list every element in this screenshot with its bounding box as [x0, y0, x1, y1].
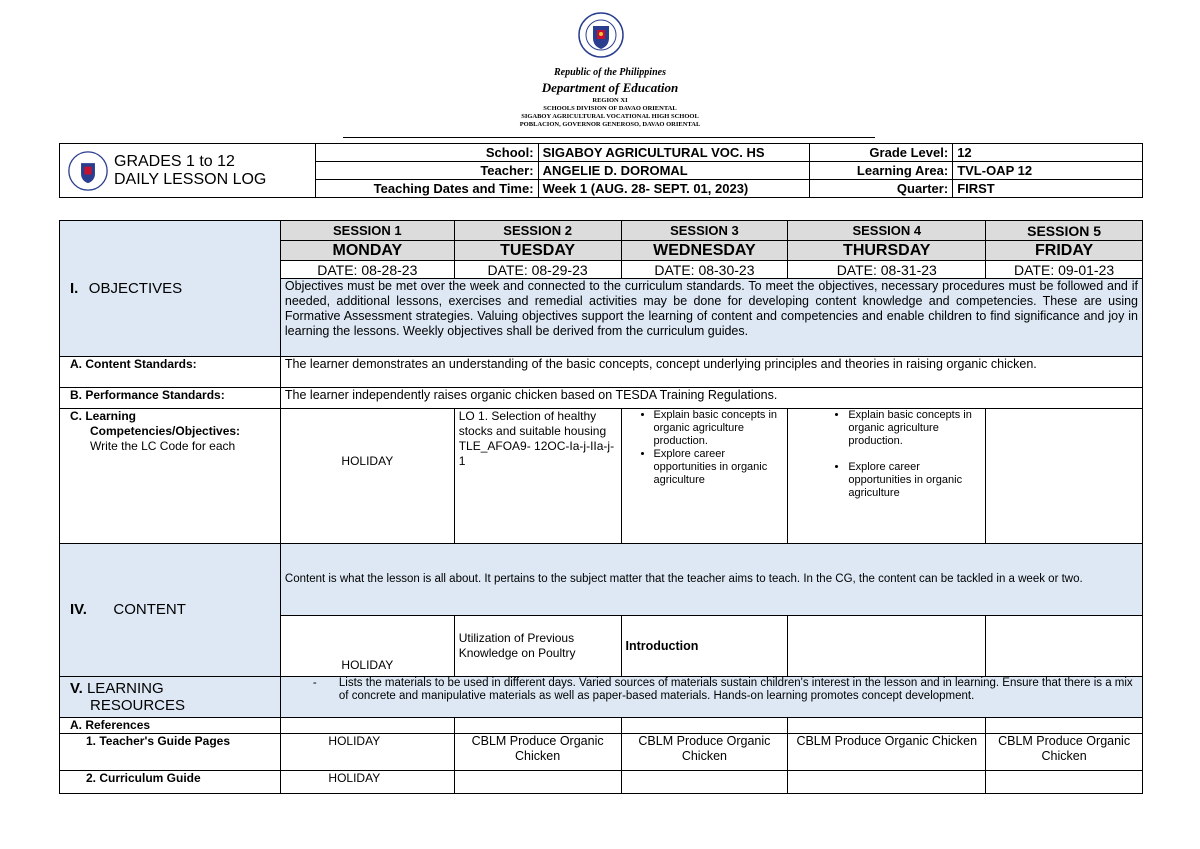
- letterhead-address: POBLACION, GOVERNOR GENEROSO, DAVAO ORIENTAL: [519, 121, 701, 128]
- day-monday: MONDAY: [280, 241, 454, 261]
- teaching-dates-value: Week 1 (AUG. 28- SEPT. 01, 2023): [538, 180, 810, 198]
- deped-seal-small-icon: [68, 151, 108, 191]
- deped-seal-icon: [578, 12, 624, 58]
- objectives-label: OBJECTIVES: [88, 279, 183, 297]
- header-title-cell: [60, 144, 316, 198]
- references-label: A. References: [60, 718, 281, 734]
- competency-bullet: • Explore career opportunities in organic agriculture: [654, 448, 786, 487]
- competencies-session-4: [788, 409, 986, 544]
- teacher-label: Teacher:: [315, 162, 538, 180]
- school-value: SIGABOY AGRICULTURAL VOC. HS: [538, 144, 810, 162]
- teaching-dates-label: Teaching Dates and Time:: [315, 180, 538, 198]
- letterhead-school: SIGABOY AGRICULTURAL VOCATIONAL HIGH SCHOOL: [521, 113, 699, 120]
- curriculum-guide-session-1: HOLIDAY: [280, 771, 454, 794]
- objectives-text: Objectives must be met over the week and connected to the curriculum standards. To meet the objectives, necessary procedures must be followed and if needed, additional lessons, exercises and remedial activities may be done for developing content knowledge and competencies. These are using Formative Assessment strategies. Valuing objectives support the learning of content and competencies and enable children to find significance and joy in learning the lessons. Weekly objectives shall be derived from the curriculum guides.: [280, 279, 1142, 357]
- competencies-label-2: Competencies/Objectives:: [90, 424, 241, 438]
- content-session-3: Introduction: [621, 616, 788, 677]
- tg-pages-session-3: CBLM Produce Organic Chicken: [621, 734, 788, 771]
- tg-pages-session-4: CBLM Produce Organic Chicken: [788, 734, 986, 771]
- resources-label-2: RESOURCES: [90, 697, 186, 714]
- competencies-session-1: HOLIDAY: [280, 409, 454, 544]
- competencies-label-3: Write the LC Code for each: [90, 439, 236, 453]
- objectives-label-cell: [60, 221, 281, 357]
- letterhead-republic: Republic of the Philippines: [554, 67, 666, 78]
- grade-level-value: 12: [953, 144, 1143, 162]
- date-session-3: DATE: 08-30-23: [621, 261, 788, 279]
- date-session-1: DATE: 08-28-23: [280, 261, 454, 279]
- performance-standards-label: B. Performance Standards:: [60, 388, 281, 409]
- content-label: CONTENT: [113, 601, 186, 618]
- content-text: Content is what the lesson is all about. It pertains to the subject matter that the teacher aims to teach. In the CG, the content can be tackled in a week or two.: [280, 544, 1142, 616]
- letterhead-department: Department of Education: [541, 80, 679, 95]
- content-session-1: HOLIDAY: [280, 616, 454, 677]
- content-standards-label: A. Content Standards:: [60, 357, 281, 388]
- date-session-5: DATE: 09-01-23: [986, 261, 1143, 279]
- tg-pages-session-1: HOLIDAY: [280, 734, 454, 771]
- content-number: IV.: [70, 601, 87, 618]
- quarter-value: FIRST: [953, 180, 1143, 198]
- session-5-header: SESSION 5: [986, 221, 1143, 241]
- quarter-label: Quarter:: [810, 180, 953, 198]
- content-session-5: [986, 616, 1143, 677]
- letterhead-region: REGION XI: [592, 97, 628, 104]
- header-title-grades: GRADES 1 to 12: [114, 152, 235, 170]
- competency-bullet: • Explain basic concepts in organic agriculture production.: [654, 409, 786, 448]
- objectives-number: I.: [70, 279, 79, 297]
- content-session-4: [788, 616, 986, 677]
- school-label: School:: [315, 144, 538, 162]
- header-title-dll: DAILY LESSON LOG: [114, 170, 267, 188]
- day-friday: FRIDAY: [986, 241, 1143, 261]
- session-1-header: SESSION 1: [280, 221, 454, 241]
- day-thursday: THURSDAY: [788, 241, 986, 261]
- lesson-log-table: [59, 220, 1143, 794]
- tg-pages-label: 1. Teacher's Guide Pages: [60, 734, 281, 771]
- competencies-session-3: [621, 409, 788, 544]
- resources-label-1: LEARNING: [86, 680, 164, 697]
- teacher-value: ANGELIE D. DOROMAL: [538, 162, 810, 180]
- session-2-header: SESSION 2: [454, 221, 621, 241]
- tg-pages-session-5: CBLM Produce Organic Chicken: [986, 734, 1143, 771]
- day-wednesday: WEDNESDAY: [621, 241, 788, 261]
- content-label-cell: [60, 544, 281, 677]
- competency-bullet: • Explore career opportunities in organic agriculture: [848, 461, 983, 500]
- resources-dash: -: [312, 677, 317, 689]
- performance-standards-text: The learner independently raises organic chicken based on TESDA Training Regulations.: [280, 388, 1142, 409]
- curriculum-guide-label: 2. Curriculum Guide: [60, 771, 281, 794]
- competencies-label-cell: [60, 409, 281, 544]
- session-4-header: SESSION 4: [788, 221, 986, 241]
- resources-text-cell: [280, 677, 1142, 718]
- learning-area-value: TVL-OAP 12: [953, 162, 1143, 180]
- letterhead-division: SCHOOLS DIVISION OF DAVAO ORIENTAL: [543, 105, 677, 112]
- date-session-2: DATE: 08-29-23: [454, 261, 621, 279]
- date-session-4: DATE: 08-31-23: [788, 261, 986, 279]
- competencies-session-2: LO 1. Selection of healthy stocks and suitable housing TLE_AFOA9- 12OC-Ia-j-IIa-j-1: [454, 409, 621, 544]
- session-3-header: SESSION 3: [621, 221, 788, 241]
- competency-bullet: • Explain basic concepts in organic agriculture production.: [848, 409, 983, 448]
- header-table: [59, 143, 1143, 198]
- resources-text: Lists the materials to be used in different days. Varied sources of materials sustain children's interest in the lesson and in learning. Ensure that there is a mix of concrete and manipulative materials as well as paper-based materials. Hands-on learning promotes concept development.: [338, 677, 1133, 702]
- resources-number: V.: [70, 680, 83, 697]
- competencies-session-5: [986, 409, 1143, 544]
- day-tuesday: TUESDAY: [454, 241, 621, 261]
- learning-area-label: Learning Area:: [810, 162, 953, 180]
- tg-pages-session-2: CBLM Produce Organic Chicken: [454, 734, 621, 771]
- content-session-2: Utilization of Previous Knowledge on Poultry: [454, 616, 621, 677]
- content-standards-text: The learner demonstrates an understanding of the basic concepts, concept underlying principles and theories in raising organic chicken.: [280, 357, 1142, 388]
- letterhead-divider: [343, 137, 875, 138]
- competencies-label-1: C. Learning: [70, 409, 137, 423]
- resources-label-cell: [60, 677, 281, 718]
- grade-level-label: Grade Level:: [810, 144, 953, 162]
